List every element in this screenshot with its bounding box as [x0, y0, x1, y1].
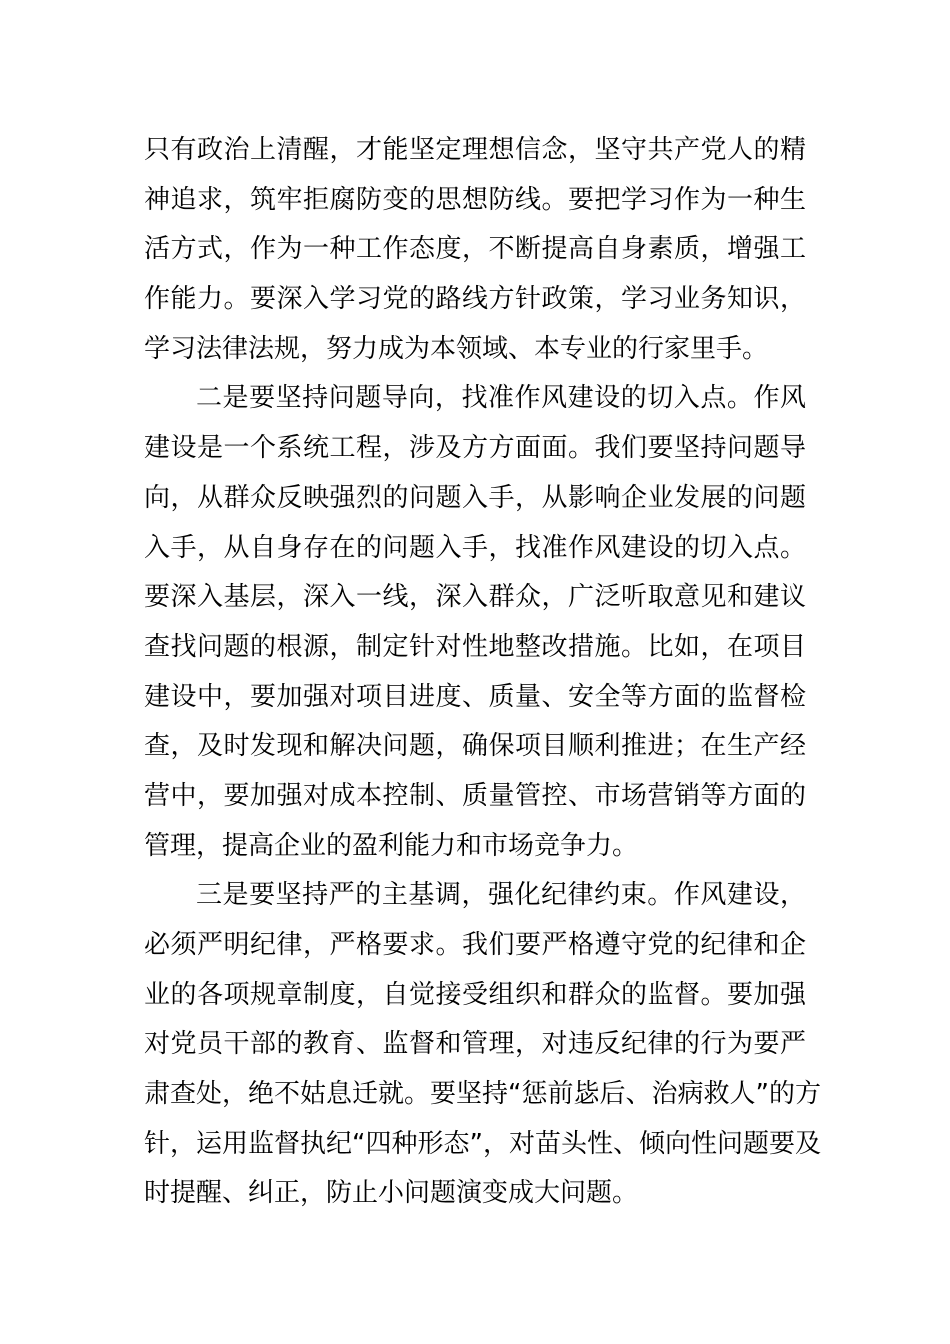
text-line: 对党员干部的教育、监督和管理，对违反纪律的行为要严 — [144, 1029, 806, 1060]
text-line: 时提醒、纠正，防止小问题演变成大问题。 — [144, 1178, 639, 1209]
text-line: 查，及时发现和解决问题，确保项目顺利推进；在生产经 — [144, 731, 806, 762]
text-line: 针，运用监督执纪“四种形态”，对苗头性、倾向性问题要及 — [144, 1128, 821, 1159]
text-line: 只有政治上清醒，才能坚定理想信念，坚守共产党人的精 — [144, 135, 806, 165]
text-line: 学习法律法规，努力成为本领域、本专业的行家里手。 — [144, 333, 769, 364]
text-line: 活方式，作为一种工作态度，不断提高自身素质，增强工 — [144, 234, 806, 265]
text-line: 查找问题的根源，制定针对性地整改措施。比如，在项目 — [144, 631, 806, 662]
text-line: 神追求，筑牢拒腐防变的思想防线。要把学习作为一种生 — [144, 184, 806, 215]
paragraph-2 — [144, 374, 806, 871]
text-line: 营中，要加强对成本控制、质量管控、市场营销等方面的 — [144, 780, 806, 811]
text-line: 三是要坚持严的主基调，强化纪律约束。作风建设， — [196, 880, 806, 911]
text-line: 要深入基层，深入一线，深入群众，广泛听取意见和建议 — [144, 582, 806, 613]
text-line: 业的各项规章制度，自觉接受组织和群众的监督。要加强 — [144, 979, 806, 1010]
text-line: 作能力。要深入学习党的路线方针政策，学习业务知识， — [144, 284, 806, 315]
text-line: 必须严明纪律，严格要求。我们要严格遵守党的纪律和企 — [144, 930, 806, 960]
text-line: 建设是一个系统工程，涉及方方面面。我们要坚持问题导 — [144, 433, 806, 464]
text-line: 建设中，要加强对项目进度、质量、安全等方面的监督检 — [144, 681, 806, 712]
document-body — [144, 126, 821, 1219]
text-line: 二是要坚持问题导向，找准作风建设的切入点。作风 — [196, 383, 806, 414]
text-line: 管理，提高企业的盈利能力和市场竞争力。 — [144, 830, 639, 861]
text-line: 肃查处，绝不姑息迁就。要坚持“惩前毖后、治病救人”的方 — [144, 1079, 821, 1110]
paragraph-3 — [144, 871, 821, 1219]
text-line: 向，从群众反映强烈的问题入手，从影响企业发展的问题 — [144, 482, 806, 513]
paragraph-1 — [144, 126, 806, 374]
text-line: 入手，从自身存在的问题入手，找准作风建设的切入点。 — [144, 532, 806, 563]
